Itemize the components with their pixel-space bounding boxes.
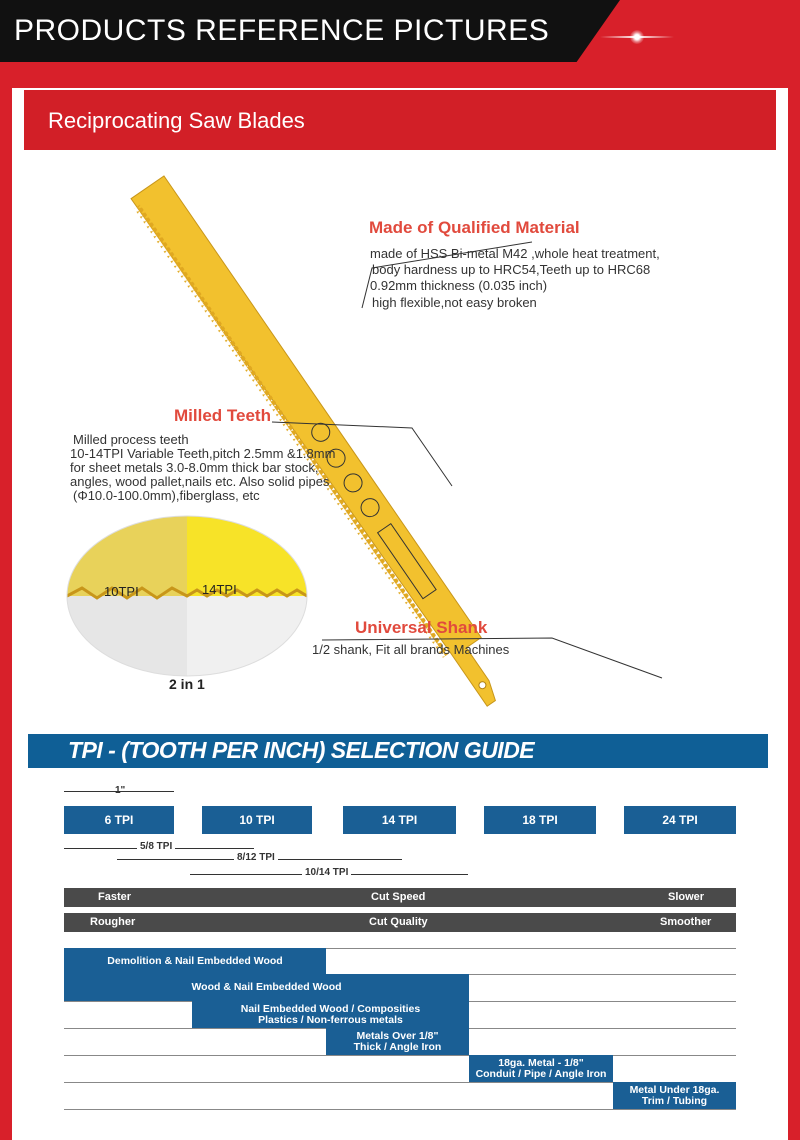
guide-header [28, 734, 768, 768]
row-line [64, 1109, 736, 1110]
banner-title: PRODUCTS REFERENCE PICTURES [14, 14, 550, 47]
material-line-1: made of HSS Bi-metal M42 ,whole heat treatment, [370, 246, 660, 261]
quality-middle: Cut Quality [369, 916, 428, 928]
shank-title: Universal Shank [355, 618, 488, 637]
material-title: Made of Qualified Material [369, 218, 580, 237]
range-10-14: 10/14 TPI [302, 867, 351, 878]
speed-middle: Cut Speed [371, 891, 426, 903]
speed-left: Faster [98, 891, 132, 903]
app-metal-under: Metal Under 18ga. Trim / Tubing [613, 1082, 736, 1109]
inset-14tpi-label: 14TPI [202, 582, 237, 597]
teeth-line-2: 10-14TPI Variable Teeth,pitch 2.5mm &1.8mm [70, 446, 336, 461]
row-line [64, 1055, 736, 1056]
tpi-box-14: 14 TPI [343, 806, 456, 834]
tpi-box-10: 10 TPI [202, 806, 312, 834]
speed-right: Slower [668, 891, 705, 903]
cut-speed-bar [64, 888, 736, 907]
range-5-8: 5/8 TPI [137, 841, 175, 852]
material-line-2: body hardness up to HRC54,Teeth up to HRC68 [372, 262, 651, 277]
inset-10tpi-label: 10TPI [104, 584, 139, 599]
header-banner [0, 0, 800, 72]
range-8-12: 8/12 TPI [234, 852, 278, 863]
app-18ga-metal: 18ga. Metal - 1/8" Conduit / Pipe / Angle Iron [469, 1055, 613, 1082]
teeth-line-4: angles, wood pallet,nails etc. Also solid pipes [70, 474, 330, 489]
tooth-inset [67, 516, 307, 676]
teeth-line-3: for sheet metals 3.0-8.0mm thick bar stock, [70, 460, 319, 475]
material-line-4: high flexible,not easy broken [372, 295, 537, 310]
tpi-box-24: 24 TPI [624, 806, 736, 834]
tpi-box-6: 6 TPI [64, 806, 174, 834]
app-wood-nail: Wood & Nail Embedded Wood [64, 974, 469, 1001]
section-title: Reciprocating Saw Blades [48, 108, 305, 133]
cut-quality-bar [64, 913, 736, 932]
teeth-line-1: Milled process teeth [73, 432, 189, 447]
inset-caption: 2 in 1 [169, 676, 205, 692]
teeth-line-5: (Φ10.0-100.0mm),fiberglass, etc [73, 488, 260, 503]
app-demolition: Demolition & Nail Embedded Wood [64, 948, 326, 974]
app-composites: Nail Embedded Wood / Composities Plastics / Non-ferrous metals [192, 1001, 469, 1028]
guide-title: TPI - (TOOTH PER INCH) SELECTION GUIDE [68, 737, 535, 763]
product-card [12, 88, 788, 1140]
shank-line-1: 1/2 shank, Fit all brands Machines [312, 642, 510, 657]
quality-left: Rougher [90, 916, 136, 928]
app-metals-over: Metals Over 1/8" Thick / Angle Iron [326, 1028, 469, 1055]
material-line-3: 0.92mm thickness (0.035 inch) [370, 278, 548, 293]
light-flare-icon [630, 30, 644, 44]
tpi-box-18: 18 TPI [484, 806, 596, 834]
quality-right: Smoother [660, 916, 712, 928]
inch-ruler [64, 791, 174, 792]
teeth-title: Milled Teeth [174, 406, 271, 425]
